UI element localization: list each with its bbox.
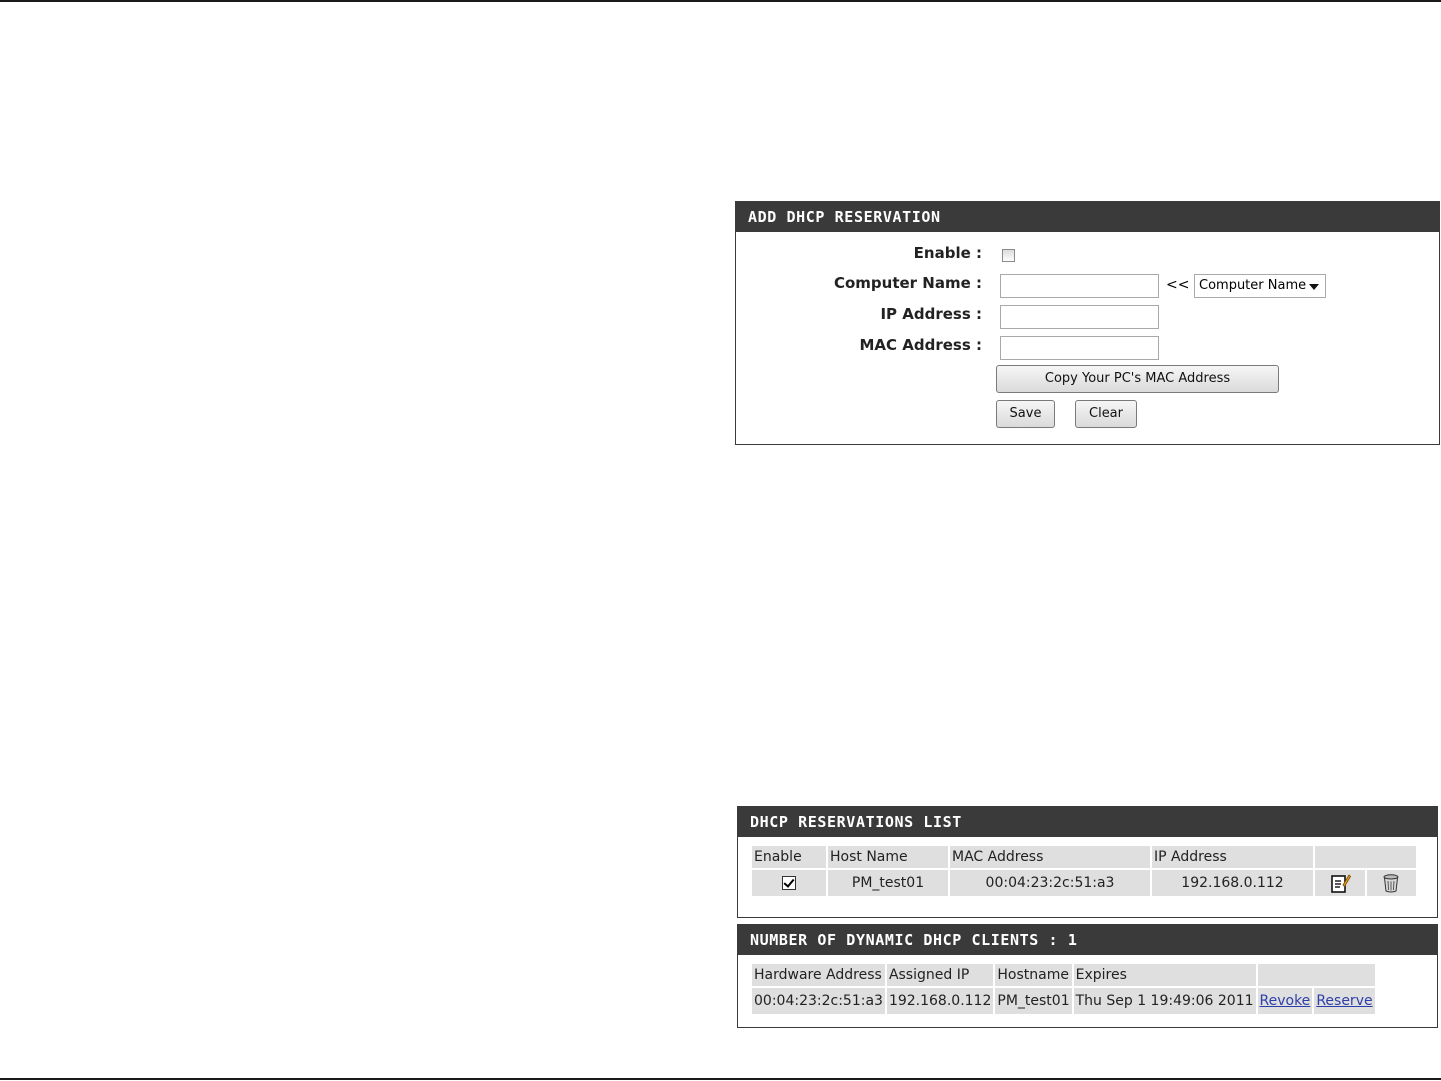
mac-address-input[interactable] — [1000, 336, 1159, 360]
col-actions — [1315, 846, 1416, 868]
ip-address-input[interactable] — [1000, 305, 1159, 329]
dynamic-clients-table — [750, 962, 1377, 1016]
client-hostname: PM_test01 — [995, 988, 1071, 1014]
copy-mac-button[interactable]: Copy Your PC's MAC Address — [996, 365, 1279, 393]
computer-name-select-value: Computer Name — [1199, 278, 1307, 293]
client-hardware-address: 00:04:23:2c:51:a3 — [752, 988, 885, 1014]
bottom-rule — [0, 1078, 1441, 1080]
trash-icon[interactable] — [1380, 872, 1402, 894]
revoke-cell — [1258, 988, 1313, 1014]
reserve-link[interactable]: Reserve — [1316, 993, 1373, 1009]
col-enable: Enable — [752, 846, 826, 868]
col-host-name: Host Name — [828, 846, 948, 868]
enable-label: Enable : — [913, 244, 982, 262]
edit-icon[interactable] — [1329, 872, 1351, 894]
computer-name-label: Computer Name : — [833, 274, 982, 292]
top-rule — [0, 0, 1441, 2]
reservations-list-title: DHCP RESERVATIONS LIST — [738, 807, 1437, 837]
client-assigned-ip: 192.168.0.112 — [887, 988, 993, 1014]
col-hardware-address: Hardware Address — [752, 964, 885, 986]
col-client-actions — [1258, 964, 1375, 986]
table-row — [752, 870, 1416, 896]
col-ip-address: IP Address — [1152, 846, 1313, 868]
clear-button[interactable]: Clear — [1075, 400, 1137, 428]
computer-name-input[interactable] — [1000, 274, 1159, 298]
reservations-table — [750, 844, 1418, 898]
dynamic-clients-title: NUMBER OF DYNAMIC DHCP CLIENTS : 1 — [738, 925, 1437, 955]
enable-checkbox[interactable] — [1002, 249, 1015, 262]
row-mac-address: 00:04:23:2c:51:a3 — [950, 870, 1150, 896]
row-edit-cell — [1315, 870, 1365, 896]
row-host-name: PM_test01 — [828, 870, 948, 896]
computer-name-select[interactable] — [1194, 274, 1326, 298]
dynamic-dhcp-clients-panel — [737, 924, 1438, 1028]
save-button[interactable]: Save — [996, 400, 1055, 428]
reserve-cell — [1314, 988, 1374, 1014]
ip-address-label: IP Address : — [880, 305, 982, 323]
row-enable-checkbox[interactable] — [782, 876, 796, 890]
dynamic-clients-header-row — [752, 964, 1375, 986]
row-delete-cell — [1367, 870, 1417, 896]
reservations-header-row — [752, 846, 1416, 868]
mac-address-label: MAC Address : — [859, 336, 982, 354]
add-dhcp-reservation-panel — [735, 201, 1440, 445]
revoke-link[interactable]: Revoke — [1259, 993, 1311, 1009]
table-row — [752, 988, 1375, 1014]
client-expires: Thu Sep 1 19:49:06 2011 — [1074, 988, 1256, 1014]
col-hostname: Hostname — [995, 964, 1071, 986]
col-assigned-ip: Assigned IP — [887, 964, 993, 986]
add-reservation-title: ADD DHCP RESERVATION — [736, 202, 1439, 232]
row-enable-cell — [752, 870, 826, 896]
col-mac-address: MAC Address — [950, 846, 1150, 868]
col-expires: Expires — [1074, 964, 1256, 986]
row-ip-address: 192.168.0.112 — [1152, 870, 1313, 896]
copy-arrow-text: << — [1166, 277, 1190, 293]
chevron-down-icon — [1309, 284, 1319, 290]
dhcp-reservations-list-panel — [737, 806, 1438, 918]
